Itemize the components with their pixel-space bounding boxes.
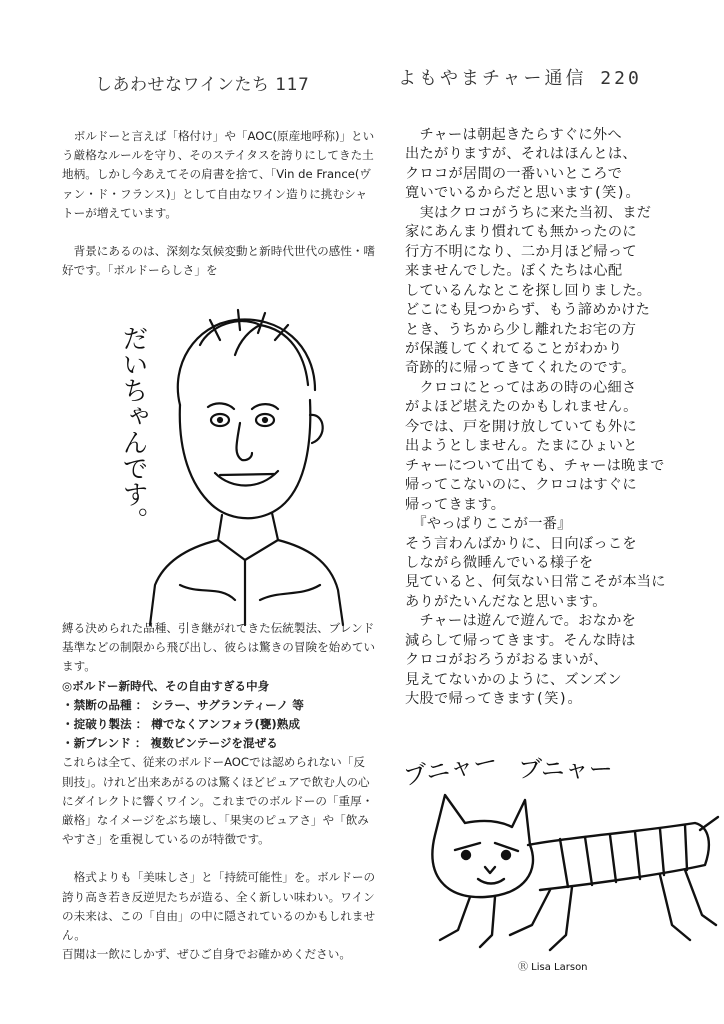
- letter-line: しながら微睡んでいる様子を: [405, 554, 594, 571]
- right-column-title: よもやまチャー通信 220: [398, 68, 642, 89]
- letter-line: とき、うちから少し離れたお宅の方: [405, 321, 637, 338]
- letter-line: クロコが居間の一番いいところで: [405, 165, 623, 182]
- left-column-bottom: [62, 619, 376, 964]
- section-heading: ◎ボルドー新時代、その自由すぎる中身: [62, 678, 270, 693]
- intro-paragraph: ボルドーと言えば「格付け」や「AOC(原産地呼称)」という厳格なルールを守り、そのステイタスを誇りにしてきた土地柄。しかし今あえてその肩書を捨て、「Vin de France(ヴァン・ド・フランス)」として自由なワイン造りに挑むシャトーが増えています。: [62, 129, 375, 220]
- cat-caption-2: ブニャー: [518, 755, 613, 783]
- letter-line: 帰ってきます。: [405, 496, 506, 513]
- point-item: ・掟破り製法 ： 樽でなくアンフォラ(甕)熟成: [62, 717, 300, 732]
- cat-caption-1: ブニャー: [401, 746, 500, 791]
- letter-line: チャーについて出ても、チャーは晩まで: [405, 457, 665, 474]
- letter-line: クロコがおろうがおるまいが、: [405, 652, 608, 669]
- letter-line: 今では、戸を開け放していても外に: [405, 418, 637, 435]
- letter-line: がよほど堪えたのかもしれません。: [405, 399, 638, 416]
- caricature-caption: だいちゃんです。: [118, 325, 148, 533]
- letter-line: 寛いでいるからだと思います(笑)。: [405, 185, 640, 202]
- background-paragraph: 背景にあるのは、深刻な気候変動と新時代世代の感性・嗜好です。「ボルドーらしさ」を: [62, 244, 376, 278]
- letter-line: 大股で帰ってきます(笑)。: [405, 691, 583, 708]
- explanation-paragraph: これらは全て、従来のボルドーAOCでは認められない「反則技」。けれど出来あがるのは驚くほどピュアで飲む人の心にダイレクトに響くワイン。これまでのボルドーの「重厚・厳格」なイメージをぶち壊し、「果実のピュアさ」や「飲みやすさ」を重視しているのが特徴です。: [62, 755, 374, 847]
- left-column-title: しあわせなワインたち 117: [95, 75, 310, 95]
- copyright-text: Ⓡ Lisa Larson: [518, 962, 588, 973]
- closing-last-line: 百聞は一飲にしかず、ぜひご自身でお確かめください。: [62, 947, 351, 962]
- left-column-top: [62, 127, 376, 280]
- letter-line: 『やっぱりここが一番』: [405, 516, 572, 533]
- letter-line: 見ていると、何気ない日常こそが本当に: [405, 574, 666, 591]
- letter-line: しているんなとこを探し回りました。: [405, 282, 652, 299]
- caricature-illustration: [118, 285, 350, 625]
- letter-line: チャーは朝起きたらすぐに外へ: [405, 127, 622, 143]
- letter-line: 出ようとしません。たまにひょいと: [405, 438, 638, 455]
- letter-line: 奇跡的に帰ってきてくれたのです。: [405, 360, 636, 377]
- letter-line: 家にあんまり慣れても無かったのに: [405, 224, 637, 241]
- letter-line: 来ませんでした。ぼくたちは心配: [405, 263, 623, 280]
- letter-line: 減らして帰ってきます。そんな時は: [405, 632, 636, 649]
- cat-illustration: [400, 746, 720, 975]
- letter-line: どこにも見つからず、もう諦めかけた: [405, 302, 651, 319]
- letter-line: そう言わんばかりに、日向ぼっこを: [405, 535, 637, 552]
- point-item: ・新ブレンド ： 複数ビンテージを混ぜる: [62, 736, 278, 751]
- closing-paragraph: 格式よりも「美味しさ」と「持続可能性」を。ボルドーの誇り高き若き反逆児たちが造る、全く新しい味わい。ワインの未来は、この「自由」の中に隠されているのかもしれません。: [62, 870, 376, 943]
- right-column-text: [405, 126, 715, 710]
- letter-line: 帰ってこないのに、クロコはすぐに: [405, 477, 637, 494]
- letter-line: が保護してくれてることがわかり: [405, 340, 623, 357]
- continued-paragraph: 縛る決められた品種、引き継がれてきた伝統製法、ブレンド基準などの制限から飛び出し、彼らは驚きの冒険を始めています。: [62, 621, 376, 674]
- letter-line: 実はクロコがうちに来た当初、まだ: [405, 204, 652, 221]
- letter-line: 行方不明になり、二か月ほど帰って: [405, 243, 637, 260]
- point-item: ・禁断の品種 ： シラー、サグランティーノ 等: [62, 697, 304, 712]
- letter-line: ありがたいんだなと思います。: [405, 593, 607, 610]
- letter-line: 見えてないかのように、ズンズン: [405, 671, 622, 688]
- letter-line: 出たがりますが、それはほんとは、: [405, 146, 637, 163]
- letter-line: クロコにとってはあの時の心細さ: [405, 379, 637, 396]
- letter-line: チャーは遊んで遊んで。おなかを: [405, 613, 637, 630]
